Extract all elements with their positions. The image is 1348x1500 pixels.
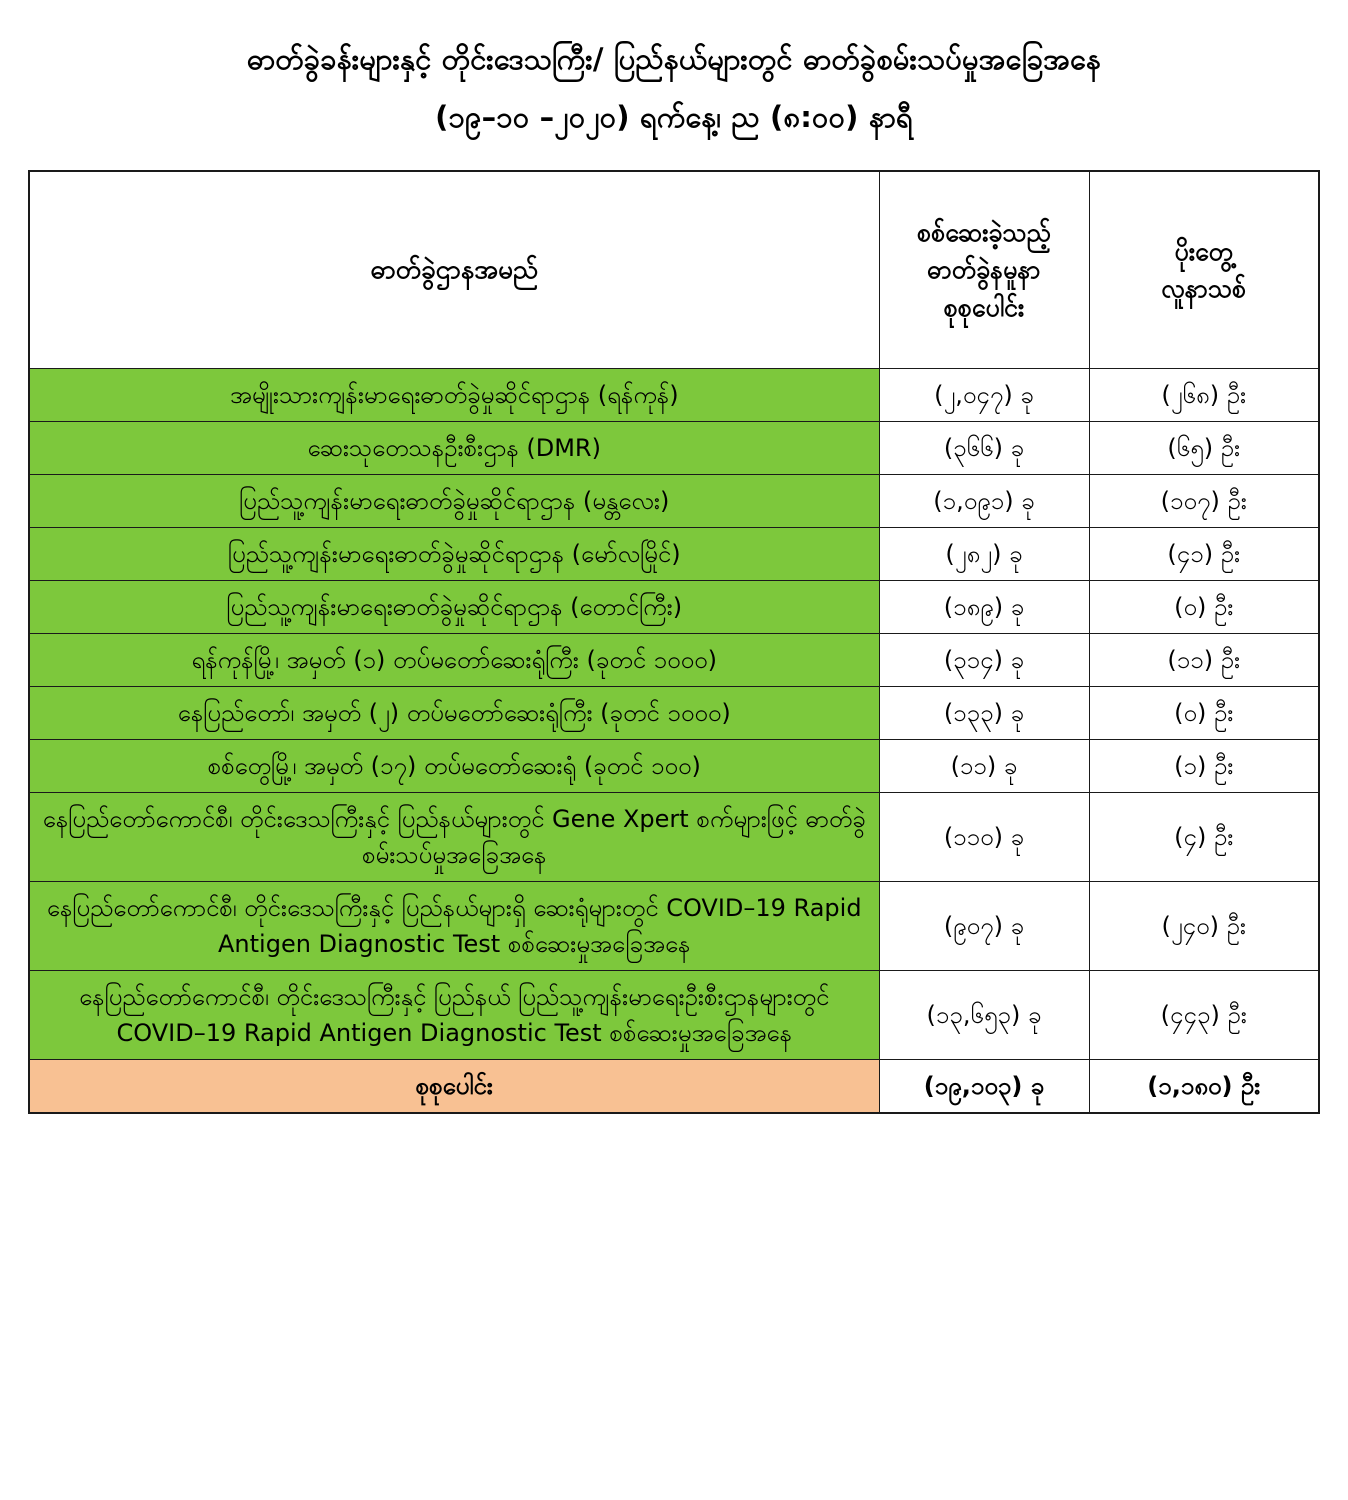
positive-count: (၀) ဦး	[1089, 581, 1319, 634]
table-row	[29, 475, 1319, 528]
sample-count: (၂၈၂) ခု	[879, 528, 1089, 581]
sample-count: (၉၀၇) ခု	[879, 882, 1089, 971]
lab-name: ပြည်သူ့ကျန်းမာရေးဓာတ်ခွဲမှုဆိုင်ရာဌာန (မန္တလေး)	[29, 475, 879, 528]
sample-count: (၃၆၆) ခု	[879, 422, 1089, 475]
lab-name: နေပြည်တော်ကောင်စီ၊ တိုင်းဒေသကြီးနှင့် ပြည်နယ်များတွင် Gene Xpert စက်များဖြင့် ဓာတ်ခွဲစမ်းသပ်မှုအခြေအနေ	[29, 793, 879, 882]
table-header	[29, 171, 1319, 369]
sample-count: (၁,၀၉၁) ခု	[879, 475, 1089, 528]
positive-count: (၁၀၇) ဦး	[1089, 475, 1319, 528]
table-row	[29, 634, 1319, 687]
lab-name: နေပြည်တော်ကောင်စီ၊ တိုင်းဒေသကြီးနှင့် ပြည်နယ် ပြည်သူ့ကျန်းမာရေးဦးစီးဌာနများတွင် COVID–19 Rapid Antigen Diagnostic Test စစ်ဆေးမှုအခြေအနေ	[29, 971, 879, 1060]
lab-name: ရန်ကုန်မြို့၊ အမှတ် (၁) တပ်မတော်ဆေးရုံကြီး (ခုတင် ၁၀၀၀)	[29, 634, 879, 687]
sample-count: (၁၃,၆၅၃) ခု	[879, 971, 1089, 1060]
sample-count: (၁၁၀) ခု	[879, 793, 1089, 882]
lab-name: ပြည်သူ့ကျန်းမာရေးဓာတ်ခွဲမှုဆိုင်ရာဌာန (မော်လမြိုင်)	[29, 528, 879, 581]
table-row	[29, 971, 1319, 1060]
table-total-row	[29, 1060, 1319, 1114]
lab-name: နေပြည်တော်ကောင်စီ၊ တိုင်းဒေသကြီးနှင့် ပြည်နယ်များရှိ ဆေးရုံများတွင် COVID–19 Rapid Antigen Diagnostic Test စစ်ဆေးမှုအခြေအနေ	[29, 882, 879, 971]
sample-count: (၂,၀၄၇) ခု	[879, 369, 1089, 422]
document-title	[0, 0, 1348, 138]
total-positive-count: (၁,၁၈၀) ဦး	[1089, 1060, 1319, 1114]
positive-count: (၁၁) ဦး	[1089, 634, 1319, 687]
header-new-positives	[1089, 171, 1319, 369]
positive-count: (၁) ဦး	[1089, 740, 1319, 793]
lab-name: ဆေးသုတေသနဦးစီးဌာန (DMR)	[29, 422, 879, 475]
header-row	[29, 171, 1319, 369]
sample-count: (၁၈၉) ခု	[879, 581, 1089, 634]
positive-count: (၆၅) ဦး	[1089, 422, 1319, 475]
total-sample-count: (၁၉,၁၀၃) ခု	[879, 1060, 1089, 1114]
sample-count: (၁၃၃) ခု	[879, 687, 1089, 740]
lab-name: ပြည်သူ့ကျန်းမာရေးဓာတ်ခွဲမှုဆိုင်ရာဌာန (တောင်ကြီး)	[29, 581, 879, 634]
table-row	[29, 740, 1319, 793]
header-total-samples-line1: စစ်ဆေးခဲ့သည့်	[917, 217, 1051, 247]
header-new-positives-line2: လူနာသစ်	[1161, 274, 1247, 304]
positive-count: (၄၁) ဦး	[1089, 528, 1319, 581]
header-total-samples	[879, 171, 1089, 369]
table-body	[29, 369, 1319, 1114]
positive-count: (၀) ဦး	[1089, 687, 1319, 740]
header-total-samples-line3: စုစုပေါင်း	[943, 292, 1025, 322]
header-new-positives-line1: ပိုးတွေ့	[1174, 236, 1234, 266]
table-row	[29, 581, 1319, 634]
header-lab-name: ဓာတ်ခွဲဌာနအမည်	[29, 171, 879, 369]
positive-count: (၂၄၀) ဦး	[1089, 882, 1319, 971]
table-row	[29, 528, 1319, 581]
title-line-1: ဓာတ်ခွဲခန်းများနှင့် တိုင်းဒေသကြီး/ ပြည်နယ်များတွင် ဓာတ်ခွဲစမ်းသပ်မှုအခြေအနေ	[246, 42, 1102, 76]
positive-count: (၄၄၃) ဦး	[1089, 971, 1319, 1060]
positive-count: (၄) ဦး	[1089, 793, 1319, 882]
lab-testing-table	[28, 170, 1320, 1114]
header-total-samples-line2: ဓာတ်ခွဲနမူနာ	[927, 255, 1041, 285]
title-line-2: (၁၉–၁၀ –၂၀၂၀) ရက်နေ့၊ ည (၈:၀၀) နာရီ	[435, 100, 913, 135]
table-row	[29, 882, 1319, 971]
lab-name: စစ်တွေမြို့၊ အမှတ် (၁၇) တပ်မတော်ဆေးရုံ (ခုတင် ၁၀၀)	[29, 740, 879, 793]
table-row	[29, 422, 1319, 475]
table-row	[29, 369, 1319, 422]
total-label: စုစုပေါင်း	[29, 1060, 879, 1114]
lab-name: နေပြည်တော်၊ အမှတ် (၂) တပ်မတော်ဆေးရုံကြီး (ခုတင် ၁၀၀၀)	[29, 687, 879, 740]
positive-count: (၂၆၈) ဦး	[1089, 369, 1319, 422]
sample-count: (၃၁၄) ခု	[879, 634, 1089, 687]
lab-name: အမျိုးသားကျန်းမာရေးဓာတ်ခွဲမှုဆိုင်ရာဌာန (ရန်ကုန်)	[29, 369, 879, 422]
table-row	[29, 687, 1319, 740]
table-row	[29, 793, 1319, 882]
sample-count: (၁၁) ခု	[879, 740, 1089, 793]
